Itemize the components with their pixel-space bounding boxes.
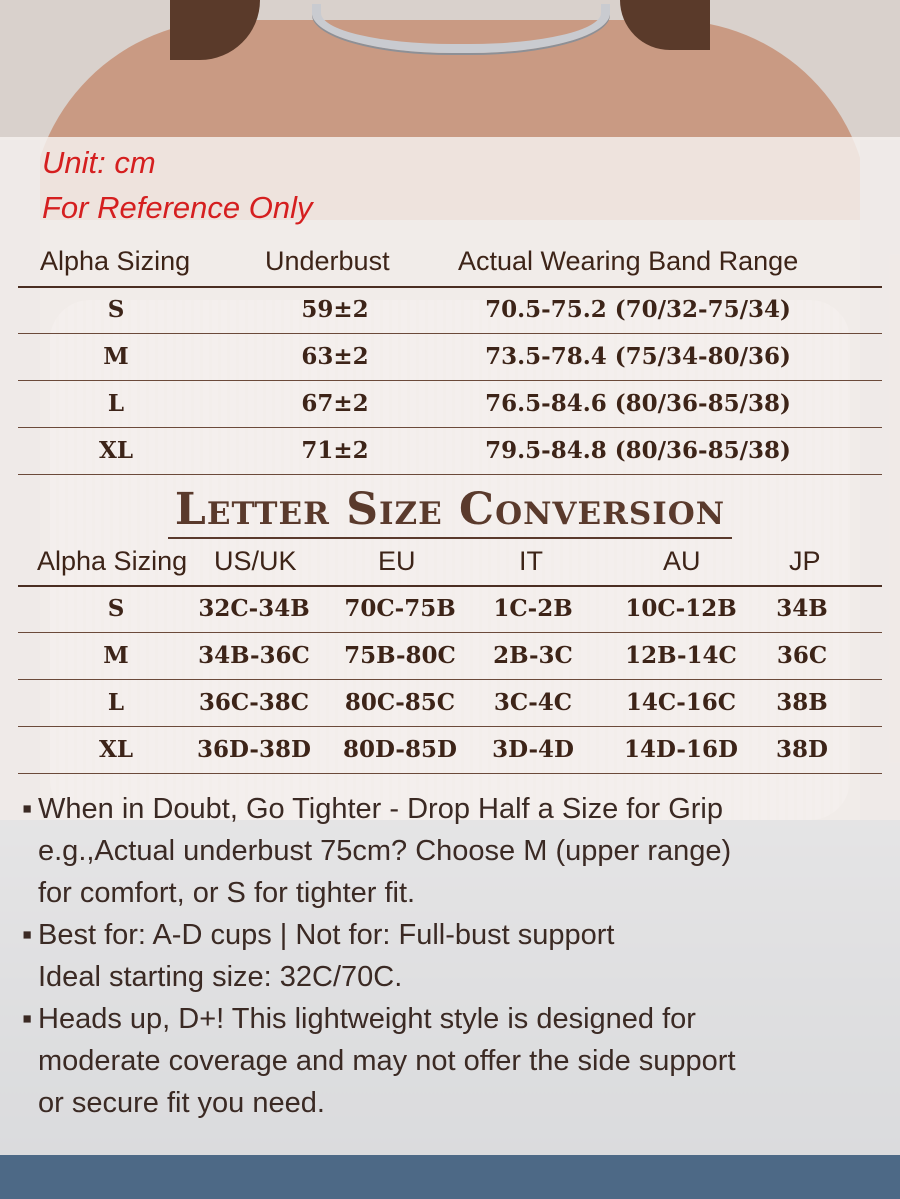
table-cell: XL (98, 736, 134, 763)
table-cell: 3D-4D (492, 736, 574, 763)
reference-note: For Reference Only (42, 190, 313, 225)
table-rule (18, 632, 882, 633)
table-cell: 80D-85D (343, 736, 457, 763)
bullet-icon: ▪ (22, 919, 33, 951)
table-cell: 34B-36C (198, 642, 310, 669)
column-header: Alpha Sizing (40, 246, 191, 276)
table-cell: 79.5-84.8 (80/36-85/38) (485, 437, 791, 464)
table-cell: L (107, 689, 125, 716)
table-cell: M (103, 343, 129, 370)
table-cell: 36C-38C (198, 689, 310, 716)
table-cell: 76.5-84.6 (80/36-85/38) (485, 390, 791, 417)
column-header: JP (789, 546, 821, 576)
column-header: EU (378, 546, 416, 576)
column-header: US/UK (214, 546, 297, 576)
table-cell: 10C-12B (625, 595, 737, 622)
table-cell: 2B-3C (493, 642, 573, 669)
table-cell: 63±2 (301, 343, 369, 370)
table-rule (18, 474, 882, 475)
table-cell: S (107, 296, 125, 323)
table-cell: XL (98, 437, 134, 464)
table-cell: 12B-14C (625, 642, 737, 669)
note-item (22, 914, 882, 998)
note-line: moderate coverage and may not offer the side support (38, 1045, 736, 1077)
table-cell: 38D (776, 736, 828, 763)
note-line: e.g.,Actual underbust 75cm? Choose M (upper range) (38, 835, 732, 867)
table-rule (18, 773, 882, 774)
column-header: Alpha Sizing (37, 546, 188, 576)
table-cell: 59±2 (301, 296, 369, 323)
table-rule (18, 286, 882, 288)
table-rule (18, 427, 882, 428)
table-rule (18, 333, 882, 334)
note-line: Ideal starting size: 32C/70C. (38, 961, 403, 993)
table-cell: 80C-85C (344, 689, 456, 716)
table-rule (18, 726, 882, 727)
column-header: Underbust (265, 246, 390, 276)
table-cell: 1C-2B (493, 595, 573, 622)
table-cell: 3C-4C (493, 689, 573, 716)
note-line: or secure fit you need. (38, 1087, 325, 1119)
note-line: for comfort, or S for tighter fit. (38, 877, 416, 909)
table-cell: 14D-16D (624, 736, 738, 763)
note-line: When in Doubt, Go Tighter - Drop Half a Size for Grip (38, 793, 723, 825)
bullet-icon: ▪ (22, 793, 33, 825)
table-cell: 71±2 (301, 437, 369, 464)
title-underline (168, 537, 732, 539)
note-line: Best for: A-D cups | Not for: Full-bust support (38, 919, 615, 951)
table-cell: 14C-16C (625, 689, 737, 716)
jeans-lower (0, 1155, 900, 1199)
table-rule (18, 380, 882, 381)
unit-label: Unit: cm (42, 145, 156, 180)
note-item (22, 998, 882, 1124)
table-cell: 70.5-75.2 (70/32-75/34) (485, 296, 791, 323)
table-cell: 70C-75B (344, 595, 456, 622)
note-item (22, 788, 882, 914)
table-cell: 36C (776, 642, 828, 669)
conversion-title: Letter Size Conversion (174, 484, 726, 535)
table-cell: 67±2 (301, 390, 369, 417)
band-size-table (18, 246, 882, 476)
column-header: Actual Wearing Band Range (458, 246, 799, 276)
table-rule (18, 585, 882, 587)
table-cell: M (103, 642, 129, 669)
fit-notes (22, 788, 882, 1124)
table-cell: 36D-38D (197, 736, 311, 763)
table-cell: 38B (776, 689, 828, 716)
table-cell: L (107, 390, 125, 417)
table-rule (18, 679, 882, 680)
bullet-icon: ▪ (22, 1003, 33, 1035)
column-header: IT (519, 546, 543, 576)
size-conversion-table (18, 546, 882, 776)
table-cell: S (107, 595, 125, 622)
note-line: Heads up, D+! This lightweight style is designed for (38, 1003, 696, 1035)
table-cell: 34B (776, 595, 828, 622)
column-header: AU (663, 546, 701, 576)
table-cell: 75B-80C (344, 642, 456, 669)
table-cell: 73.5-78.4 (75/34-80/36) (485, 343, 791, 370)
table-cell: 32C-34B (198, 595, 310, 622)
